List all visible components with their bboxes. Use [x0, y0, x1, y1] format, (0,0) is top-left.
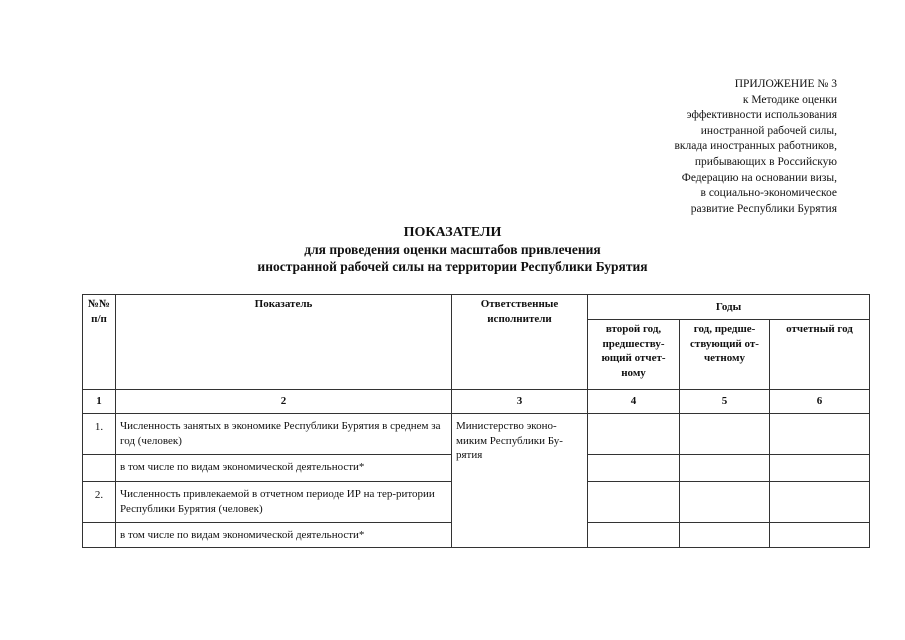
row-number: 1. — [83, 414, 116, 455]
data-cell — [588, 414, 680, 455]
column-number: 4 — [588, 390, 680, 414]
row-number — [83, 523, 116, 548]
header-executors: Ответственные исполнители — [452, 295, 588, 390]
row-number — [83, 455, 116, 482]
row-indicator-sub: в том числе по видам экономической деятельности* — [116, 455, 452, 482]
header-year-1: второй год, предшеству- ющий отчет- ному — [588, 320, 680, 390]
column-number: 5 — [680, 390, 770, 414]
row-indicator-sub: в том числе по видам экономической деятельности* — [116, 523, 452, 548]
data-cell — [680, 414, 770, 455]
data-cell — [680, 455, 770, 482]
appendix-line: эффективности использования — [686, 109, 837, 122]
document-title — [0, 224, 905, 275]
appendix-line: в социально-экономическое — [700, 187, 837, 200]
data-cell — [770, 455, 870, 482]
data-cell — [680, 482, 770, 523]
appendix-line: иностранной рабочей силы, — [700, 124, 837, 137]
appendix-line: прибывающих в Российскую — [694, 155, 837, 168]
indicators-table — [82, 294, 870, 548]
row-indicator: Численность привлекаемой в отчетном периоде ИР на тер-ритории Республики Бурятия (человек) — [116, 482, 452, 523]
data-cell — [588, 482, 680, 523]
column-number: 3 — [452, 390, 588, 414]
header-num: №№ п/п — [83, 295, 116, 390]
column-number: 6 — [770, 390, 870, 414]
title-subtitle-2: иностранной рабочей силы на территории Республики Бурятия — [257, 259, 648, 274]
title-main: ПОКАЗАТЕЛИ — [403, 225, 502, 240]
column-number: 1 — [83, 390, 116, 414]
column-numbers-row — [83, 390, 870, 414]
header-indicator: Показатель — [116, 295, 452, 390]
appendix-line: развитие Республики Бурятия — [690, 202, 837, 215]
row-indicator: Численность занятых в экономике Республики Бурятия в среднем за год (человек) — [116, 414, 452, 455]
title-subtitle-1: для проведения оценки масштабов привлечения — [304, 242, 601, 257]
appendix-block — [577, 77, 837, 217]
data-cell — [588, 455, 680, 482]
column-number: 2 — [116, 390, 452, 414]
data-cell — [770, 414, 870, 455]
row-number: 2. — [83, 482, 116, 523]
data-cell — [770, 482, 870, 523]
appendix-line: к Методике оценки — [742, 93, 837, 106]
data-cell — [588, 523, 680, 548]
table-row — [83, 414, 870, 455]
header-year-3: отчетный год — [770, 320, 870, 390]
appendix-line: ПРИЛОЖЕНИЕ № 3 — [734, 78, 837, 90]
header-year-2: год, предше- ствующий от- четному — [680, 320, 770, 390]
header-years: Годы — [588, 295, 870, 320]
appendix-line: Федерацию на основании визы, — [681, 171, 837, 184]
appendix-line: вклада иностранных работников, — [674, 140, 837, 153]
row-executor: Министерство эконо-миким Республики Бу-рятия — [452, 414, 588, 548]
data-cell — [680, 523, 770, 548]
data-cell — [770, 523, 870, 548]
header-row — [83, 295, 870, 320]
